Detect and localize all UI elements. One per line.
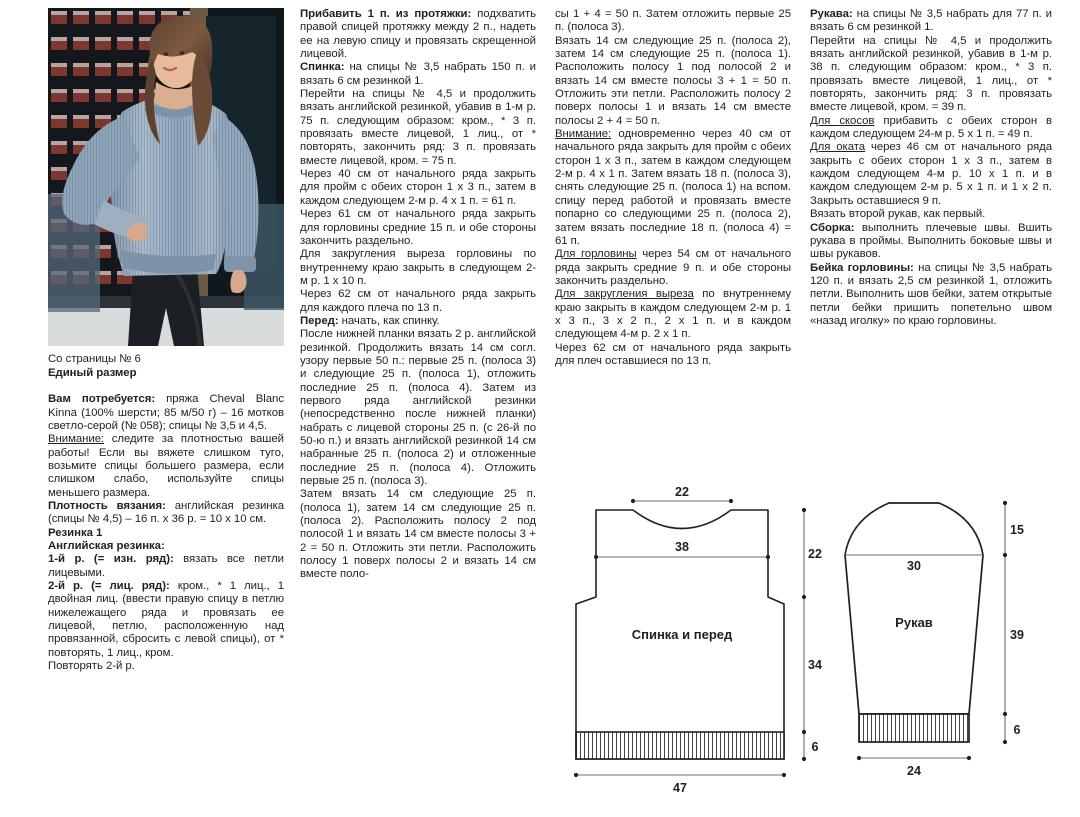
gauge-paragraph	[48, 500, 284, 527]
row1-label: 1-й р. (= изн. ряд):	[48, 553, 174, 566]
column-3	[555, 8, 791, 368]
sleeve-outline	[845, 503, 983, 714]
row2-text: кром., * 1 лиц., 1 двойная лиц. (ввести правую спицу в петлю нижележащего ряда и провязать ее лицевой, петлю, расположенную над провязанной, сбросить с левой спицы), от * повторять, 1 лиц., кром.	[48, 580, 284, 659]
attention-paragraph	[48, 433, 284, 500]
sleeve-cuff-ribbing	[859, 714, 969, 742]
sleeve-part-label: Рукав	[895, 615, 933, 630]
row1-text: вязать все петли лицевыми.	[48, 553, 284, 579]
increase-label: Прибавить 1 п. из протяжки:	[300, 8, 472, 20]
front-step-3: сы 1 + 4 = 50 п. Затем отложить первые 25 п. (полоса 3).	[555, 8, 791, 34]
materials-label: Вам потребуется:	[48, 393, 156, 406]
neckband-text: на спицы № 3,5 набрать 120 п. и вязать 2,5 см резинкой 1, отложить петли. Выполнить шов бейки, затем открытые петли бейки пришить попетельно швом «назад иголку» по краю горловины.	[810, 261, 1052, 327]
row2-paragraph	[48, 580, 284, 660]
dim-cuff-width: 24	[907, 764, 921, 778]
front-step-2: Затем вязать 14 см следующие 25 п. (полоса 1), затем 14 см следующие 25 п. (полоса 2). Расположить полосу 2 под полосой 1 и вязать 14 см вместе полосы 3 + 2 = 50 п. Отложить эти петли. Расположить полосу 1 поверх полосы 2 и вязать 14 см вместе поло-	[300, 488, 536, 581]
body-hem-ribbing	[576, 732, 784, 759]
sleeve-cap-label: Для оката	[810, 141, 866, 154]
materials-paragraph	[48, 393, 284, 433]
front-attention-paragraph	[555, 128, 791, 248]
sleeves-label: Рукава:	[810, 8, 853, 20]
sleeve-step-1: Перейти на спицы № 4,5 и продолжить вязать английской резинкой, убавив в 1-м р. 38 п. следующим образом: кром., * 3 п. провязать вместе лицевой, 1 лиц., от * повторять, закончить ряд: 3 п. провязать вместе лицевой, кром. = 39 п.	[810, 34, 1052, 114]
attention-text: следите за плотностью вашей работы! Если вы вяжете слишком туго, возьмите спицы большего размера, если слишком слабо, используйте спицы меньшего размера.	[48, 433, 284, 499]
front-attention-text: одновременно через 40 см от начального ряда закрыть для пройм с обеих сторон 1 х 3 п., затем в каждом следующем 2-м р. 4 х 1 п. Затем вязать 18 п. (полоса 3), снять следующие 25 п. (полоса 1) на вспом. спицу перед работой и провязать вместе попарно со следующими 25 п. (полоса 2), затем вязать последние 18 п. (полоса 4) = 61 п.	[555, 128, 791, 247]
increase-paragraph	[300, 8, 536, 61]
sleeve-slant-paragraph	[810, 115, 1052, 142]
materials-text: пряжа Cheval Blanc Kinna (100% шерсти; 85 м/50 г) – 16 мотков светло-серой (№ 058); спицы № 3,5 и 4,5.	[48, 393, 284, 432]
back-paragraph	[300, 61, 536, 88]
dim-sleeve-height: 39	[1010, 628, 1024, 642]
model-photo-image	[48, 8, 284, 346]
assembly-text: выполнить плечевые швы. Вшить рукава в проймы. Выполнить боковые швы и швы рукавов.	[810, 221, 1052, 261]
sleeves-paragraph	[810, 8, 1052, 35]
front-step-4: Вязать 14 см следующие 25 п. (полоса 2), затем 14 см следующие 25 п. (полоса 1). Расположить полосу 1 под полосой 2 и вязать 14 см вместе полосы 3 + 1 = 50 п. Отложить эти петли. Расположить полосу 2 поверх полосы 1 и вязать 14 см вместе полосы 2 + 4 = 50 п.	[555, 34, 791, 127]
neckline-label: Для горловины	[555, 248, 637, 261]
dim-neck-width: 22	[675, 487, 689, 499]
schematic-body	[560, 487, 830, 812]
size-line: Единый размер	[48, 366, 137, 379]
back-step-3: Через 61 см от начального ряда закрыть для горловины средние 15 п. и обе стороны закончить раздельно.	[300, 208, 536, 247]
neckline-text: через 54 см от начального ряда закрыть средние 9 п. и обе стороны закончить раздельно.	[555, 248, 791, 287]
gauge-text: английская резинка (спицы № 4,5) – 16 п. х 36 р. = 10 х 10 см.	[48, 499, 285, 526]
schematic-body-drawing	[560, 487, 830, 812]
source-page-line: Со страницы № 6	[48, 353, 141, 365]
sleeve-cap-text: через 46 см от начального ряда закрыть с обеих сторон 1 х 3 п., затем в каждом следующем 4-м р. 10 х 1 п. и в каждом следующем 2-м р. 5 х 1 п. и 1 х 2 п. Закрыть оставшиеся 9 п.	[810, 141, 1052, 207]
second-sleeve-paragraph: Вязать второй рукав, как первый.	[810, 208, 986, 221]
rib1-heading-text: Резинка 1	[48, 526, 103, 539]
neckband-paragraph	[810, 262, 1052, 329]
column-4	[810, 8, 1052, 328]
english-rib-heading-text: Английская резинка:	[48, 539, 165, 552]
model-photo	[48, 8, 284, 346]
neckband-label: Бейка горловины:	[810, 261, 914, 274]
repeat-paragraph: Повторять 2-й р.	[48, 660, 135, 673]
sleeve-slant-label: Для скосов	[810, 114, 875, 127]
sleeves-text: на спицы № 3,5 набрать для 77 п. и вязать 6 см резинкой 1.	[810, 8, 1052, 34]
schematic-sleeve	[835, 487, 1075, 812]
attention-label: Внимание:	[48, 433, 105, 446]
neckline-paragraph	[555, 248, 791, 288]
back-label: Спинка:	[300, 61, 345, 74]
sleeve-slant-text: прибавить с обеих сторон в каждом следующем 24-м р. 5 х 1 п. = 49 п.	[810, 114, 1053, 141]
dim-cuff-height: 6	[1013, 723, 1021, 737]
back-text: на спицы № 3,5 набрать 150 п. и вязать 6 см резинкой 1.	[300, 61, 536, 87]
front-text: начать, как спинку.	[338, 314, 440, 327]
back-step-4: Для закругления выреза горловины по внутреннему краю закрыть в следующем 2-м р. 1 х 10 п.	[300, 248, 536, 287]
back-step-2: Через 40 см от начального ряда закрыть для пройм с обеих сторон 1 х 3 п., затем в каждом следующем 2-м р. 4 х 1 п. = 61 п.	[300, 168, 536, 207]
row2-label: 2-й р. (= лиц. ряд):	[48, 580, 170, 592]
english-rib-heading	[48, 540, 284, 553]
dim-cap-height: 15	[1010, 523, 1024, 537]
gauge-label: Плотность вязания:	[48, 499, 166, 512]
front-label: Перед:	[300, 314, 339, 327]
dim-yoke-height: 22	[808, 547, 822, 561]
sleeve-cap-paragraph	[810, 141, 1052, 208]
dim-shoulder-width: 38	[675, 540, 689, 554]
column-1	[48, 8, 284, 673]
dim-hem-height: 6	[811, 740, 819, 754]
assembly-paragraph	[810, 222, 1052, 262]
schematic-sleeve-drawing	[835, 487, 1075, 812]
body-part-label: Спинка и перед	[631, 627, 733, 642]
row1-paragraph	[48, 553, 284, 580]
front-step-1: После нижней планки вязать 2 р. английской резинкой. Продолжить вязать 14 см согл. узору первые 50 п.: первые 25 п. (полоса 3) и следующие 25 п. (полоса 1), отложить последние 25 п. (полоса 4). Затем из первого ряда английской резинки (непосредственно после нижней планки) набрать с лицевой стороны 25 п. (с 26-й по 50-ю п.) и вязать английской резинкой 14 см набранные 25 п. (полоса 2) и отложенные последние 25 п. (полоса 4). Отложить первые 25 п. (полоса 3).	[300, 328, 536, 488]
column-2	[300, 8, 536, 582]
dim-sleeve-top-width: 30	[907, 559, 921, 573]
assembly-label: Сборка:	[810, 221, 855, 234]
dim-body-height: 34	[808, 658, 822, 672]
front-attention-label: Внимание:	[555, 128, 612, 141]
neck-rounding-text: по внутреннему краю закрыть в каждом следующем 2-м р. 1 х 3 п., 3 х 2 п., 2 х 1 п. и в каждом следующем 4-м р. 2 х 1 п.	[555, 288, 792, 341]
neck-rounding-label: Для закругления выреза	[555, 288, 694, 301]
front-paragraph	[300, 315, 536, 328]
back-step-5: Через 62 см от начального ряда закрыть для каждого плеча по 13 п.	[300, 288, 536, 314]
back-step-1: Перейти на спицы № 4,5 и продолжить вязать английской резинкой, убавив в 1-м р. 75 п. следующим образом: кром., * 3 п. провязать вместе лицевой, 1 лиц., от * повторять, закончить ряд: 3 п. провязать вместе лицевой, кром. = 75 п.	[300, 88, 536, 167]
increase-text: подхватить правой спицей протяжку между 2 п., надеть ее на левую спицу и провязать скрещенной лицевой.	[300, 8, 537, 61]
neck-rounding-paragraph	[555, 288, 791, 341]
rib1-heading	[48, 527, 284, 540]
dim-bottom-width: 47	[673, 781, 687, 795]
shoulder-paragraph: Через 62 см от начального ряда закрыть для плеч оставшиеся по 13 п.	[555, 341, 791, 367]
